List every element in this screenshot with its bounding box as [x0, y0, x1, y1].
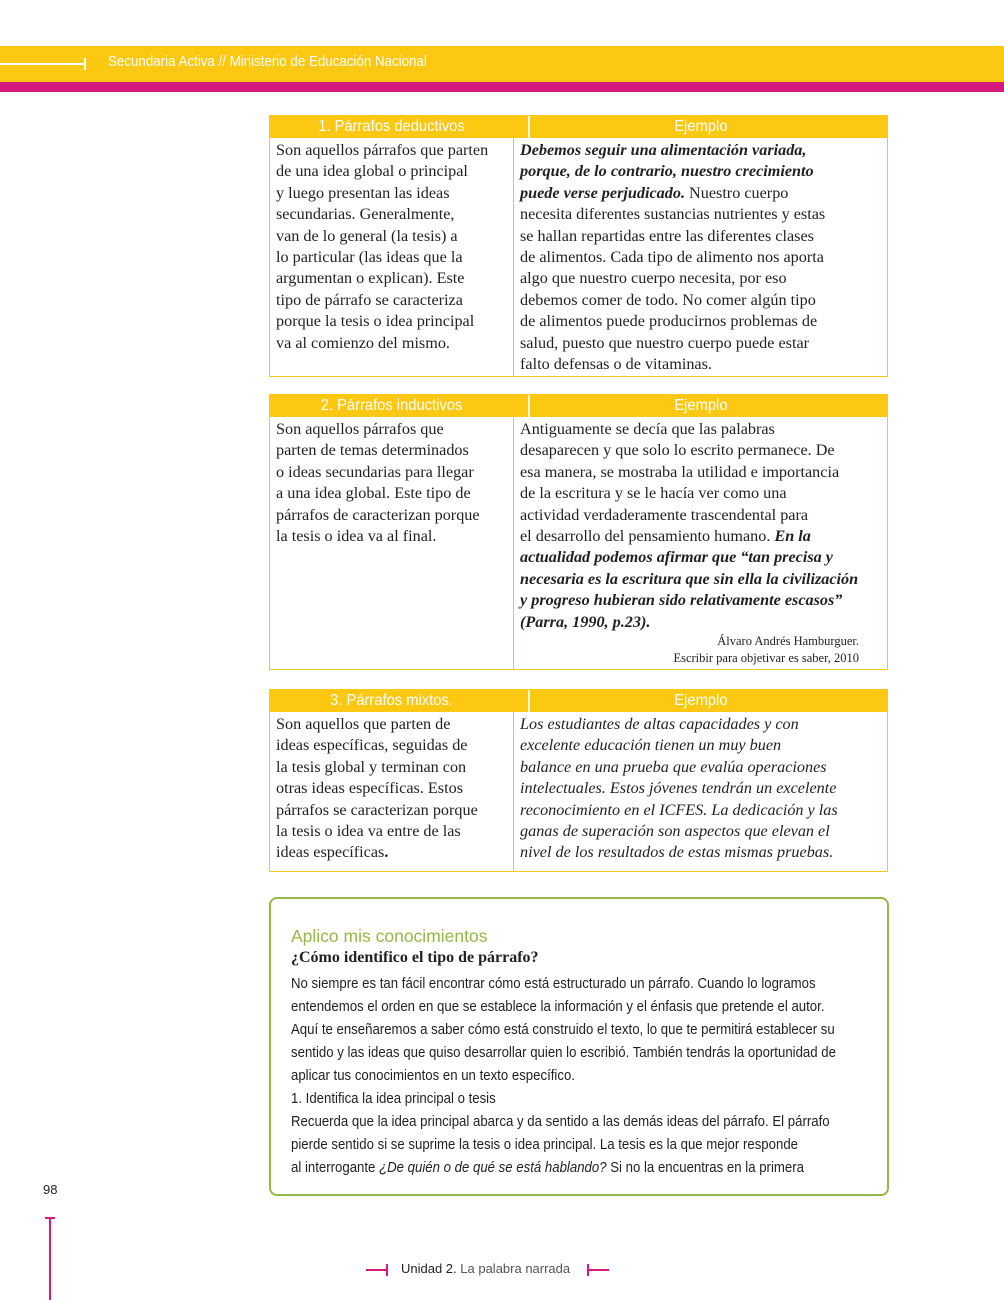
table-deductive [269, 115, 888, 377]
text-line: actividad verdaderamente trascendental para [520, 505, 809, 524]
footer-rule-left-tick [386, 1264, 388, 1276]
footer-unit-title: La palabra narrada [456, 1261, 571, 1276]
text-line: actualidad podemos afirmar que “tan precisa y [520, 548, 833, 567]
text-line: Son aquellos párrafos que [276, 420, 444, 438]
header-rule-tick [84, 58, 86, 70]
footer-unit-number: Unidad 2. [401, 1261, 457, 1276]
text-line: párrafos de caracterizan porque [276, 505, 480, 524]
text-line: tipo de párrafo se caracteriza [276, 290, 463, 309]
text-line: de una idea global o principal [276, 162, 468, 181]
text-line: ¿De quién o de qué se está hablando? [379, 1159, 607, 1176]
text-line: al interrogante [291, 1159, 380, 1176]
text-line: nivel de los resultados de estas mismas pruebas. [520, 843, 834, 862]
text-line: Son aquellos que parten de [276, 715, 451, 733]
text-line: porque, de lo contrario, nuestro crecimiento [520, 162, 814, 181]
text-line: debemos comer de todo. No comer algún tipo [520, 290, 816, 309]
text-line: van de lo general (la tesis) a [276, 226, 458, 245]
text-line: lo particular (las ideas que la [276, 248, 463, 267]
text-line: intelectuales. Estos jóvenes tendrán un excelente [520, 779, 837, 798]
text-line: pierde sentido si se suprime la tesis o idea principal. La tesis es la que mejor responde [291, 1136, 799, 1153]
text-line: excelente educación tienen un muy buen [520, 736, 782, 755]
example-cell [513, 138, 887, 376]
text-line: necesita diferentes sustancias nutrientes y estas [520, 205, 826, 224]
text-line: 1. Identifica la idea principal o tesis [291, 1090, 496, 1107]
table-header [270, 116, 887, 138]
table-header [270, 395, 887, 417]
apply-box-title: Aplico mis conocimientos [291, 926, 488, 946]
text-line: necesaria es la escritura que sin ella la civilización [520, 569, 859, 588]
text-line: Aquí te enseñaremos a saber cómo está construido el texto, lo que te permitirá establecer su [291, 1021, 835, 1038]
definition-cell [270, 138, 513, 376]
footer-unit [401, 1261, 570, 1276]
text-line: entendemos el orden en que se establece la información y el énfasis que pretende el autor. [291, 998, 825, 1015]
text-line: argumentan o explican). Este [276, 269, 465, 288]
text-line: desaparecen y que solo lo escrito permanece. De [520, 441, 835, 460]
table-title-left: 2. Párrafos inductivos [320, 397, 463, 414]
text-line: reconocimiento en el ICFES. La dedicación y las [520, 800, 838, 819]
text-line: de alimentos puede producirnos problemas de [520, 312, 818, 331]
text-line: y progreso hubieran sido relativamente escasos” [520, 591, 843, 610]
text-line: Antiguamente se decía que las palabras [520, 420, 775, 438]
text-line: . [384, 843, 389, 862]
citation-source: Escribir para objetivar es saber, 2010 [673, 651, 859, 666]
text-line: de alimentos. Cada tipo de alimento nos aporta [520, 248, 824, 267]
text-line: porque la tesis o idea principal [276, 312, 475, 331]
text-line: ganas de superación son aspectos que elevan el [520, 822, 830, 841]
text-line: a una idea global. Este tipo de [276, 484, 471, 503]
table-title-left: 3. Párrafos mixtos. [330, 692, 453, 709]
definition-cell [270, 712, 513, 871]
apply-box-question: ¿Cómo identifico el tipo de párrafo? [291, 949, 539, 966]
text-line: (Parra, 1990, p.23). [520, 612, 651, 631]
apply-box-text [291, 972, 881, 1179]
text-line: y luego presentan las ideas [276, 183, 450, 202]
example-cell [513, 712, 887, 871]
text-line: falto defensas o de vitaminas. [520, 355, 712, 374]
footer-rule-right-tick [587, 1264, 589, 1276]
header-stripe [0, 82, 1004, 92]
text-line: Debemos seguir una alimentación variada, [520, 141, 807, 159]
header-rule [0, 63, 84, 65]
text-line: puede verse perjudicado. [520, 183, 685, 202]
table-title-right: Ejemplo [528, 116, 872, 138]
text-line: parten de temas determinados [276, 441, 469, 460]
text-line: balance en una prueba que evalúa operaciones [520, 757, 827, 776]
footer-rule-right [587, 1269, 609, 1271]
citation-author: Álvaro Andrés Hamburguer. [717, 634, 859, 649]
text-line: ideas específicas, seguidas de [276, 736, 468, 755]
margin-rule [49, 1218, 51, 1300]
text-line: ideas específicas [276, 843, 385, 862]
text-line: párrafos se caracterizan porque [276, 800, 478, 819]
text-line: algo que nuestro cuerpo necesita, por eso [520, 269, 787, 288]
text-line: la tesis o idea va al final. [276, 527, 437, 546]
text-line: de la escritura y se le hacía ver como una [520, 484, 787, 503]
text-line: la tesis o idea va entre de las [276, 822, 461, 841]
table-title-left: 1. Párrafos deductivos [318, 118, 465, 135]
table-title-right: Ejemplo [528, 395, 872, 417]
text-line: Los estudiantes de altas capacidades y con [520, 715, 799, 733]
text-line: secundarias. Generalmente, [276, 205, 455, 224]
example-cell [513, 417, 887, 669]
table-title-right: Ejemplo [528, 690, 872, 712]
page-number: 98 [43, 1182, 58, 1197]
text-line: No siempre es tan fácil encontrar cómo está estructurado un párrafo. Cuando lo logramos [291, 975, 816, 992]
text-line: va al comienzo del mismo. [276, 333, 450, 352]
text-line: Son aquellos párrafos que parten [276, 141, 489, 159]
text-line: esa manera, se mostraba la utilidad e importancia [520, 462, 840, 481]
table-header [270, 690, 887, 712]
text-line: aplicar tus conocimientos en un texto específico. [291, 1067, 575, 1084]
text-line: o ideas secundarias para llegar [276, 462, 474, 481]
header-title: Secundaria Activa // Ministerio de Educación Nacional [108, 54, 427, 70]
table-mixed [269, 689, 888, 872]
text-line: se hallan repartidas entre las diferentes clases [520, 226, 814, 245]
text-line: Recuerda que la idea principal abarca y da sentido a las demás ideas del párrafo. El párrafo [291, 1113, 830, 1130]
text-line: sentido y las ideas que quiso desarrollar quien lo escribió. También tendrás la oportunidad de [291, 1044, 836, 1061]
footer-rule-left [366, 1269, 388, 1271]
table-inductive [269, 394, 888, 670]
text-line: salud, puesto que nuestro cuerpo puede estar [520, 333, 810, 352]
text-line: Si no la encuentras en la primera [606, 1159, 804, 1176]
text-line: la tesis global y terminan con [276, 757, 467, 776]
text-line: el desarrollo del pensamiento humano. [520, 527, 775, 546]
text-line: otras ideas específicas. Estos [276, 779, 463, 798]
text-line: En la [774, 527, 811, 546]
text-line: Nuestro cuerpo [685, 183, 789, 202]
definition-cell [270, 417, 513, 669]
